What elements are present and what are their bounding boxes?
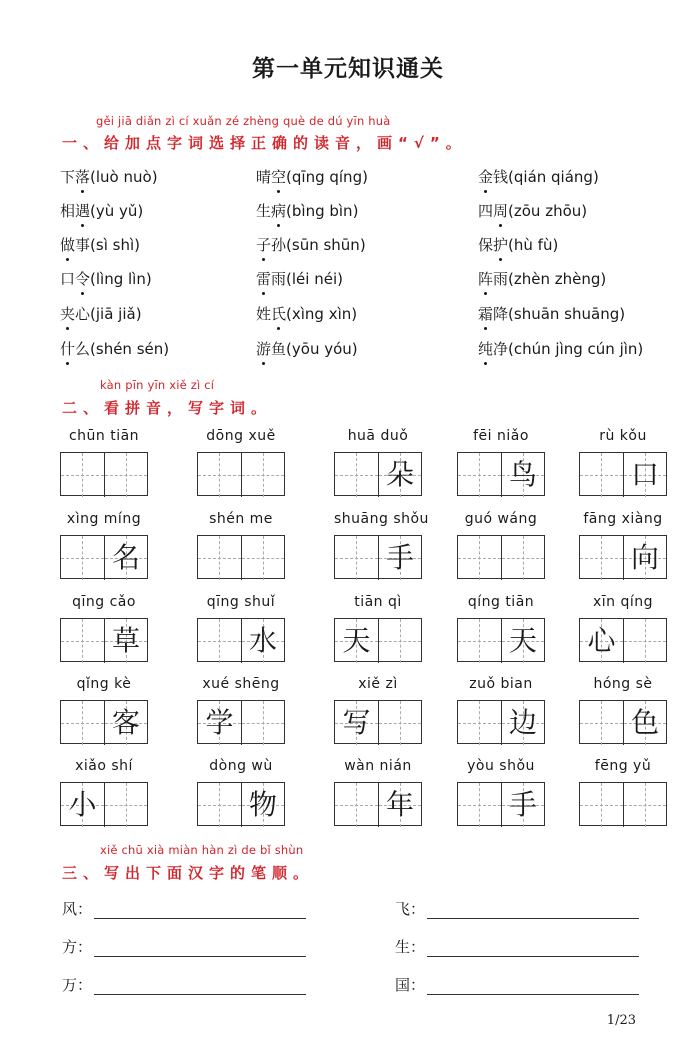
stroke-char-label: 风： [62, 900, 93, 918]
grid-box-left[interactable] [198, 783, 241, 827]
reading-options: (zhèn zhèng) [508, 270, 607, 288]
grid-box-right[interactable] [241, 701, 284, 745]
grid-box-right[interactable] [501, 619, 544, 663]
page-number: 1/23 [606, 1013, 636, 1028]
stroke-order-item [395, 974, 639, 995]
cell-pinyin: fēi niǎo [473, 428, 529, 444]
tian-grid[interactable] [457, 535, 545, 579]
grid-box-right[interactable] [378, 453, 421, 497]
grid-box-left[interactable] [580, 536, 623, 580]
grid-box-left[interactable] [458, 536, 501, 580]
dotted-char: 遇 [75, 202, 91, 220]
grid-box-left[interactable] [335, 619, 378, 663]
answer-line[interactable] [427, 980, 639, 995]
stroke-char-label: 万： [62, 976, 93, 994]
given-char: 鸟 [508, 458, 537, 491]
reading-item [60, 234, 140, 255]
reading-options: (lìng lìn) [90, 270, 152, 288]
cell-pinyin: wàn nián [344, 758, 412, 774]
reading-item [256, 303, 357, 324]
page-title: 第一单元知识通关 [252, 55, 444, 82]
stroke-char-label: 飞： [395, 900, 426, 918]
tian-grid[interactable] [60, 782, 148, 826]
cell-pinyin: guó wáng [464, 511, 538, 527]
grid-box-left[interactable] [198, 619, 241, 663]
reading-item [478, 338, 643, 359]
dotted-char: 落 [75, 168, 91, 186]
reading-item [256, 200, 358, 221]
dotted-char: 护 [493, 236, 509, 254]
tian-grid[interactable] [334, 535, 422, 579]
reading-item [256, 268, 343, 289]
dotted-char: 令 [75, 270, 91, 288]
reading-item [478, 234, 558, 255]
cell-pinyin: xīn qíng [592, 594, 654, 610]
grid-box-right[interactable] [378, 701, 421, 745]
grid-box-left[interactable] [580, 701, 623, 745]
answer-line[interactable] [427, 904, 639, 919]
given-char: 色 [630, 706, 659, 739]
writing-cell [334, 758, 422, 828]
grid-box-right[interactable] [241, 619, 284, 663]
tian-grid[interactable] [60, 618, 148, 662]
section1-heading: 一、给加点字词选择正确的读音，画“√”。 [62, 134, 467, 152]
dotted-char: 夹 [60, 305, 76, 323]
dotted-char: 金 [478, 168, 494, 186]
writing-cell [334, 428, 422, 498]
grid-box-right[interactable] [501, 783, 544, 827]
cell-pinyin: hóng sè [593, 676, 653, 692]
given-char: 小 [68, 788, 97, 821]
word-char: 孙 [271, 236, 287, 254]
given-char: 草 [111, 624, 140, 657]
word-char: 姓 [256, 305, 272, 323]
section3-heading: 三、写出下面汉字的笔顺。 [62, 864, 315, 882]
stroke-char-label: 生： [395, 938, 426, 956]
tian-grid[interactable] [579, 535, 667, 579]
cell-pinyin: qīng cǎo [72, 594, 136, 610]
writing-cell [60, 676, 148, 746]
writing-cell [60, 758, 148, 828]
grid-box-right[interactable] [104, 783, 147, 827]
tian-grid[interactable] [579, 700, 667, 744]
reading-options: (luò nuò) [90, 168, 158, 186]
writing-cell [457, 428, 545, 498]
reading-options: (sì shì) [90, 236, 140, 254]
writing-cell [579, 428, 667, 498]
cell-pinyin: tiān qì [354, 594, 402, 610]
given-char: 水 [248, 624, 277, 657]
dotted-char: 氏 [271, 305, 287, 323]
tian-grid[interactable] [334, 700, 422, 744]
word-char: 么 [75, 340, 91, 358]
reading-options: (xìng xìn) [286, 305, 358, 323]
grid-box-right[interactable] [623, 783, 666, 827]
writing-cell [457, 511, 545, 581]
word-char: 事 [75, 236, 91, 254]
dotted-char: 什 [60, 340, 76, 358]
writing-cell [197, 758, 285, 828]
writing-cell [579, 511, 667, 581]
writing-cell [197, 676, 285, 746]
reading-item [60, 200, 143, 221]
reading-options: (yōu yóu) [286, 340, 358, 358]
grid-box-right[interactable] [623, 453, 666, 497]
dotted-char: 阵 [478, 270, 494, 288]
reading-item [60, 268, 152, 289]
grid-box-right[interactable] [501, 453, 544, 497]
cell-pinyin: rù kǒu [599, 428, 647, 444]
word-char: 净 [493, 340, 509, 358]
writing-cell [334, 594, 422, 664]
given-char: 口 [630, 458, 659, 491]
tian-grid[interactable] [197, 452, 285, 496]
given-char: 向 [630, 541, 659, 574]
writing-cell [457, 758, 545, 828]
given-char: 客 [111, 706, 140, 739]
section3-pinyin: xiě chū xià miàn hàn zì de bǐ shùn [100, 843, 304, 857]
tian-grid[interactable] [197, 535, 285, 579]
writing-cell [334, 676, 422, 746]
tian-grid[interactable] [334, 452, 422, 496]
grid-box-left[interactable] [61, 453, 104, 497]
reading-item [60, 303, 142, 324]
grid-box-right[interactable] [104, 619, 147, 663]
stroke-order-item [395, 936, 639, 957]
reading-item [478, 166, 599, 187]
word-char: 晴 [256, 168, 272, 186]
grid-box-right[interactable] [241, 536, 284, 580]
cell-pinyin: fāng xiàng [583, 511, 663, 527]
grid-box-right[interactable] [104, 536, 147, 580]
writing-cell [334, 511, 429, 581]
word-char: 雨 [493, 270, 509, 288]
grid-box-left[interactable] [198, 536, 241, 580]
cell-pinyin: fēng yǔ [594, 758, 652, 774]
word-char: 生 [256, 202, 272, 220]
writing-cell [197, 594, 285, 664]
cell-pinyin: dōng xuě [206, 428, 276, 444]
tian-grid[interactable] [60, 700, 148, 744]
grid-box-left[interactable] [198, 453, 241, 497]
answer-line[interactable] [94, 980, 306, 995]
given-char: 物 [248, 788, 277, 821]
grid-box-left[interactable] [458, 453, 501, 497]
grid-box-left[interactable] [61, 783, 104, 827]
grid-box-left[interactable] [335, 453, 378, 497]
reading-item [60, 338, 169, 359]
writing-cell [60, 511, 148, 581]
given-char: 手 [385, 541, 414, 574]
grid-box-right[interactable] [241, 783, 284, 827]
given-char: 写 [342, 706, 371, 739]
stroke-order-item [395, 898, 639, 919]
reading-item [256, 166, 368, 187]
reading-options: (qián qiáng) [508, 168, 599, 186]
given-char: 天 [508, 624, 537, 657]
stroke-order-item [62, 898, 306, 919]
grid-box-right[interactable] [378, 619, 421, 663]
dotted-char: 雷 [256, 270, 272, 288]
tian-grid[interactable] [60, 535, 148, 579]
reading-item [256, 338, 358, 359]
grid-box-left[interactable] [580, 453, 623, 497]
answer-line[interactable] [94, 942, 306, 957]
tian-grid[interactable] [197, 782, 285, 826]
cell-pinyin: shuāng shǒu [334, 511, 429, 527]
word-char: 降 [493, 305, 509, 323]
word-char: 雨 [271, 270, 287, 288]
dotted-char: 纯 [478, 340, 494, 358]
tian-grid[interactable] [197, 700, 285, 744]
answer-line[interactable] [427, 942, 639, 957]
grid-box-right[interactable] [501, 701, 544, 745]
cell-pinyin: qǐng kè [76, 676, 132, 692]
cell-pinyin: zuǒ bian [469, 676, 533, 692]
dotted-char: 霜 [478, 305, 494, 323]
grid-box-right[interactable] [241, 453, 284, 497]
word-char: 四 [478, 202, 494, 220]
tian-grid[interactable] [457, 700, 545, 744]
dotted-char: 游 [256, 340, 272, 358]
dotted-char: 病 [271, 202, 287, 220]
writing-cell [60, 428, 148, 498]
stroke-char-label: 国： [395, 976, 426, 994]
stroke-char-label: 方： [62, 938, 93, 956]
tian-grid[interactable] [457, 452, 545, 496]
word-char: 鱼 [271, 340, 287, 358]
tian-grid[interactable] [197, 618, 285, 662]
writing-cell [457, 676, 545, 746]
cell-pinyin: xiǎo shí [75, 758, 133, 774]
grid-box-right[interactable] [104, 701, 147, 745]
grid-box-left[interactable] [335, 783, 378, 827]
cell-pinyin: xué shēng [202, 676, 280, 692]
reading-options: (hù fù) [508, 236, 559, 254]
tian-grid[interactable] [457, 782, 545, 826]
dotted-char: 空 [271, 168, 287, 186]
cell-pinyin: yòu shǒu [467, 758, 535, 774]
reading-item [60, 166, 158, 187]
writing-cell [579, 758, 667, 828]
reading-item [478, 200, 587, 221]
grid-box-right[interactable] [501, 536, 544, 580]
reading-options: (shuān shuāng) [508, 305, 626, 323]
writing-cell [579, 676, 667, 746]
given-char: 年 [385, 788, 414, 821]
grid-box-left[interactable] [580, 619, 623, 663]
dotted-char: 子 [256, 236, 272, 254]
tian-grid[interactable] [579, 618, 667, 662]
word-char: 下 [60, 168, 76, 186]
section2-heading: 二、看拼音，写字词。 [62, 399, 273, 417]
cell-pinyin: chūn tiān [68, 428, 140, 444]
word-char: 相 [60, 202, 76, 220]
reading-item [478, 268, 606, 289]
dotted-char: 周 [493, 202, 509, 220]
tian-grid[interactable] [457, 618, 545, 662]
word-char: 口 [60, 270, 76, 288]
given-char: 学 [205, 706, 234, 739]
given-char: 心 [587, 624, 616, 657]
grid-box-right[interactable] [623, 536, 666, 580]
given-char: 边 [508, 706, 537, 739]
given-char: 朵 [385, 458, 414, 491]
grid-box-left[interactable] [61, 536, 104, 580]
reading-options: (chún jìng cún jìn) [508, 340, 644, 358]
grid-box-left[interactable] [61, 619, 104, 663]
grid-box-right[interactable] [623, 701, 666, 745]
grid-box-right[interactable] [378, 536, 421, 580]
writing-cell [60, 594, 148, 664]
given-char: 天 [342, 624, 371, 657]
grid-box-left[interactable] [580, 783, 623, 827]
writing-cell [197, 511, 285, 581]
reading-options: (jiā jiǎ) [90, 305, 142, 323]
writing-cell [457, 594, 545, 664]
grid-box-right[interactable] [104, 453, 147, 497]
dotted-char: 做 [60, 236, 76, 254]
cell-pinyin: qīng shuǐ [206, 594, 276, 610]
grid-box-left[interactable] [61, 701, 104, 745]
grid-box-right[interactable] [623, 619, 666, 663]
cell-pinyin: shén me [209, 511, 273, 527]
tian-grid[interactable] [60, 452, 148, 496]
reading-options: (shén sén) [90, 340, 170, 358]
word-char: 心 [75, 305, 91, 323]
grid-box-left[interactable] [335, 701, 378, 745]
cell-pinyin: dòng wù [209, 758, 273, 774]
grid-box-right[interactable] [378, 783, 421, 827]
stroke-order-item [62, 974, 306, 995]
grid-box-left[interactable] [458, 783, 501, 827]
reading-options: (bìng bìn) [286, 202, 359, 220]
word-char: 保 [478, 236, 494, 254]
writing-cell [197, 428, 285, 498]
cell-pinyin: qíng tiān [467, 594, 535, 610]
cell-pinyin: xiě zì [358, 676, 398, 692]
given-char: 名 [111, 541, 140, 574]
reading-item [478, 303, 625, 324]
grid-box-left[interactable] [335, 536, 378, 580]
section2-pinyin: kàn pīn yīn xiě zì cí [100, 378, 215, 392]
section1-pinyin: gěi jiā diǎn zì cí xuǎn zé zhèng què de dú yīn huà [96, 114, 391, 128]
writing-cell [579, 594, 667, 664]
cell-pinyin: huā duǒ [347, 428, 409, 444]
reading-item [256, 234, 366, 255]
reading-options: (yù yǔ) [90, 202, 144, 220]
tian-grid[interactable] [334, 618, 422, 662]
answer-line[interactable] [94, 904, 306, 919]
grid-box-left[interactable] [458, 619, 501, 663]
reading-options: (zōu zhōu) [508, 202, 588, 220]
grid-box-left[interactable] [458, 701, 501, 745]
tian-grid[interactable] [334, 782, 422, 826]
stroke-order-item [62, 936, 306, 957]
tian-grid[interactable] [579, 452, 667, 496]
tian-grid[interactable] [579, 782, 667, 826]
given-char: 手 [508, 788, 537, 821]
reading-options: (qīng qíng) [286, 168, 368, 186]
word-char: 钱 [493, 168, 509, 186]
reading-options: (sūn shūn) [286, 236, 366, 254]
cell-pinyin: xìng míng [66, 511, 142, 527]
reading-options: (léi néi) [286, 270, 343, 288]
grid-box-left[interactable] [198, 701, 241, 745]
